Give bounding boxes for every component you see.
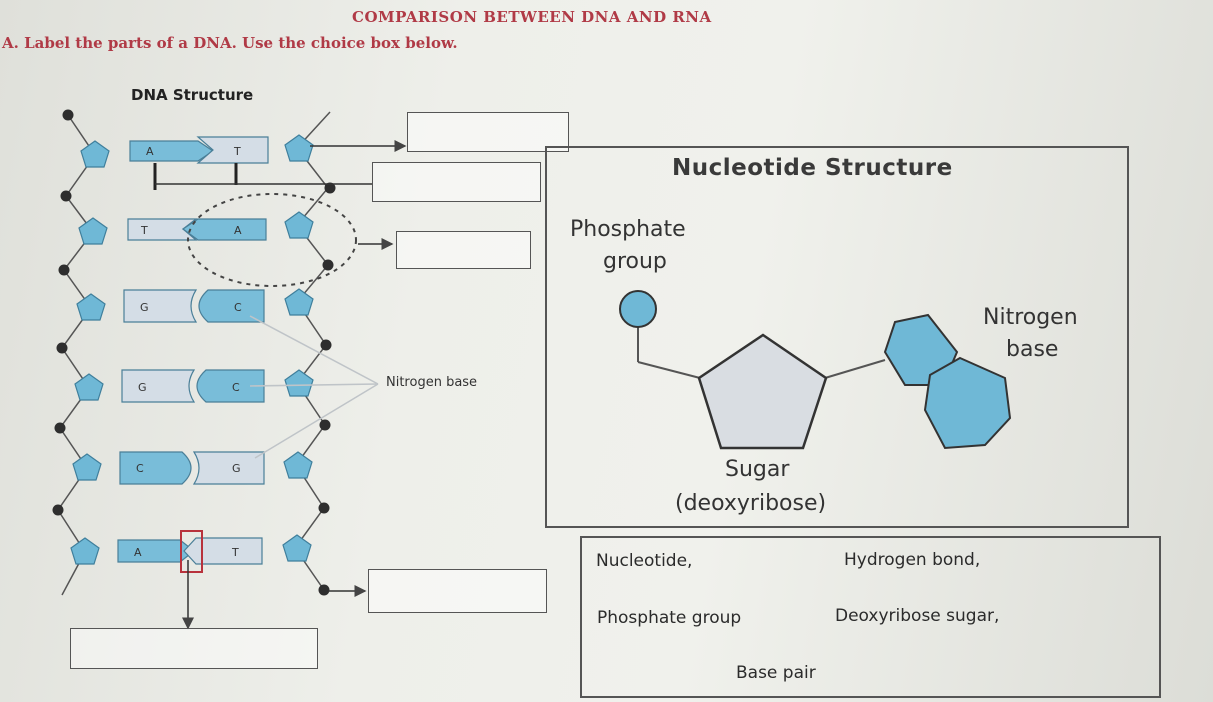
nitrogen-label-line1: Nitrogen [983,305,1078,330]
worksheet-heading: COMPARISON BETWEEN DNA AND RNA [352,8,712,26]
base-letter: C [136,462,144,475]
phosphate-label-line1: Phosphate [570,217,686,242]
sugar-pentagon [699,335,826,448]
phosphate-circle [620,291,656,327]
dna-structure-title: DNA Structure [131,86,254,104]
nitrogen-base-pointer-label: Nitrogen base [386,375,478,390]
choice-base-pair[interactable]: Base pair [736,663,816,683]
base-letter: T [141,224,148,237]
base-letter: T [234,145,241,158]
nitrogen-base-hexagon [925,358,1010,448]
base-letter: G [232,462,241,475]
nucleotide-structure-title: Nucleotide Structure [672,155,953,181]
base-letter: C [234,301,242,314]
choice-deoxyribose-sugar[interactable]: Deoxyribose sugar, [835,606,1000,626]
base-letter: G [140,301,149,314]
choice-nucleotide[interactable]: Nucleotide, [596,551,693,571]
base-letter: A [146,145,154,158]
choice-phosphate-group[interactable]: Phosphate group [597,608,742,628]
phosphate-label-line2: group [603,249,667,274]
base-letter: T [232,546,239,559]
nitrogen-label-line2: base [1006,337,1059,362]
instruction-text: A. Label the parts of a DNA. Use the choice box below. [2,34,458,52]
choice-hydrogen-bond[interactable]: Hydrogen bond, [844,550,981,570]
base-letter: C [232,381,240,394]
base-letter: A [134,546,142,559]
base-letter: A [234,224,242,237]
base-letter: G [138,381,147,394]
sugar-label-line2: (deoxyribose) [675,491,827,516]
sugar-label-line1: Sugar [725,457,790,482]
